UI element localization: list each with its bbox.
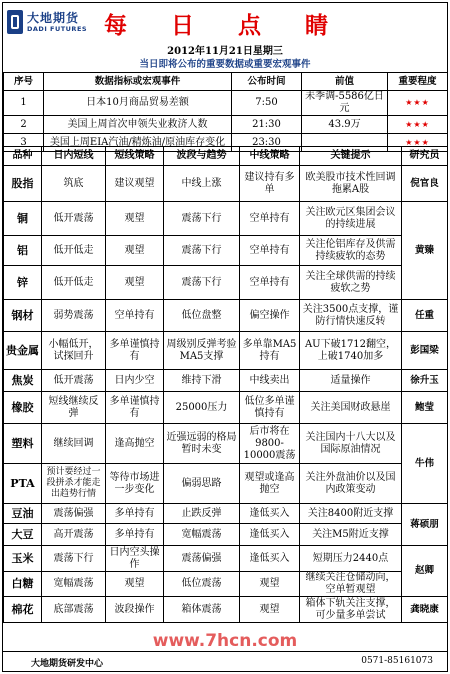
tip-cell: AU下破1712翻空，上破1740加多	[300, 332, 402, 370]
variety-name: 焦炭	[4, 370, 42, 392]
mid-cell: 观望或逢高抛空	[240, 464, 300, 504]
report-date: 2012年11月21日星期三	[167, 46, 283, 57]
swing-cell: 25000压力	[164, 392, 240, 424]
intraday-cell: 低开震荡	[42, 202, 106, 236]
analyst-cell: 鲍莹	[402, 392, 448, 424]
strategy-table	[3, 146, 448, 623]
variety-name: 白糖	[4, 572, 42, 597]
short-cell: 观望	[106, 266, 164, 300]
event-name: 美国上周首次申领失业救济人数	[44, 116, 232, 134]
report-footer	[3, 651, 447, 672]
short-cell: 等待市场进一步变化	[106, 464, 164, 504]
tip-cell: 关注外盘油价以及国内政策变动	[300, 464, 402, 504]
events-col-no: 序号	[4, 73, 44, 91]
mid-cell: 空单持有	[240, 266, 300, 300]
mid-cell: 逢低买入	[240, 504, 300, 524]
event-time: 21:30	[232, 116, 302, 134]
events-col-prev: 前值	[302, 73, 388, 91]
event-prev: 未季调-5586亿日元	[302, 91, 388, 116]
event-no: 2	[4, 116, 44, 134]
tip-cell: 关注3500点支撑，谨防行情快速反转	[300, 300, 402, 332]
analyst-cell: 黄臻	[402, 202, 448, 300]
strategy-header-row	[4, 147, 448, 166]
strategy-row	[4, 202, 448, 236]
mid-cell: 观望	[240, 597, 300, 623]
short-cell: 多单持有	[106, 504, 164, 524]
variety-name: 贵金属	[4, 332, 42, 370]
mid-cell: 中线卖出	[240, 370, 300, 392]
tip-cell: 关注8400附近支撑	[300, 504, 402, 524]
variety-name: 塑料	[4, 424, 42, 464]
tip-cell: 关注国内十八大以及国际原油情况	[300, 424, 402, 464]
report-title: 每 日 点 睛	[103, 13, 347, 39]
strategy-row	[4, 332, 448, 370]
intraday-cell: 底部震荡	[42, 597, 106, 623]
intraday-cell: 宽幅震荡	[42, 572, 106, 597]
events-col-event: 数据指标或宏观事件	[44, 73, 232, 91]
variety-name: 玉米	[4, 546, 42, 572]
strategy-row	[4, 424, 448, 464]
variety-name: 股指	[4, 166, 42, 202]
strategy-row	[4, 266, 448, 300]
mid-cell: 空单持有	[240, 202, 300, 236]
mid-cell: 建议持有多单	[240, 166, 300, 202]
event-no: 3	[4, 134, 44, 152]
event-time: 23:30	[232, 134, 302, 152]
tip-cell: 短期压力2440点	[300, 546, 402, 572]
importance-stars: ★★★	[388, 116, 448, 134]
intraday-cell: 震荡偏强	[42, 504, 106, 524]
intraday-cell: 震荡下行	[42, 546, 106, 572]
short-cell: 多单持有	[106, 524, 164, 546]
event-time: 7:50	[232, 91, 302, 116]
short-cell: 日内空头操作	[106, 546, 164, 572]
importance-stars: ★★★	[388, 91, 448, 116]
swing-cell: 宽幅震荡	[164, 524, 240, 546]
event-name: 日本10月商品贸易差额	[44, 91, 232, 116]
strategy-row	[4, 300, 448, 332]
swing-cell: 震荡下行	[164, 266, 240, 300]
strategy-row	[4, 597, 448, 623]
swing-cell: 震荡下行	[164, 236, 240, 266]
variety-name: 大豆	[4, 524, 42, 546]
col-swing: 波段与趋势	[164, 147, 240, 166]
short-cell: 多单谨慎持有	[106, 332, 164, 370]
footer-phone: 0571-85161073	[361, 656, 433, 666]
analyst-cell: 蒋硕朋	[402, 504, 448, 546]
variety-name: 铝	[4, 236, 42, 266]
variety-name: 铜	[4, 202, 42, 236]
strategy-row	[4, 546, 448, 572]
tip-cell: 关注伦铝库存及供需持续疲软的态势	[300, 236, 402, 266]
tip-cell: 关注美国财政悬崖	[300, 392, 402, 424]
analyst-cell: 赵卿	[402, 546, 448, 597]
variety-name: 豆油	[4, 504, 42, 524]
events-col-importance: 重要程度	[388, 73, 448, 91]
tip-cell: 关注M5附近支撑	[300, 524, 402, 546]
strategy-row	[4, 504, 448, 524]
swing-cell: 震荡偏强	[164, 546, 240, 572]
analyst-cell: 倪官良	[402, 166, 448, 202]
col-intraday: 日内短线	[42, 147, 106, 166]
mid-cell: 偏空操作	[240, 300, 300, 332]
intraday-cell: 低开震荡	[42, 370, 106, 392]
strategy-row	[4, 370, 448, 392]
short-cell: 观望	[106, 202, 164, 236]
swing-cell: 周级别反弹考验MA5支撑	[164, 332, 240, 370]
mid-cell: 逢低买入	[240, 524, 300, 546]
mid-cell: 低位多单谨慎持有	[240, 392, 300, 424]
tip-cell: 适量操作	[300, 370, 402, 392]
tip-cell: 关注欧元区集团会议的持续进展	[300, 202, 402, 236]
report-header	[3, 3, 447, 41]
intraday-cell: 低开低走	[42, 236, 106, 266]
swing-cell: 中线上涨	[164, 166, 240, 202]
intraday-cell: 预计要经过一段拼杀才能走出趋势行情	[42, 464, 106, 504]
short-cell: 观望	[106, 236, 164, 266]
short-cell: 波段操作	[106, 597, 164, 623]
logo-name-cn: 大地期货	[27, 11, 80, 25]
events-header-row	[4, 73, 448, 91]
variety-name: 橡胶	[4, 392, 42, 424]
strategy-row	[4, 236, 448, 266]
swing-cell: 震荡下行	[164, 202, 240, 236]
col-short: 短线策略	[106, 147, 164, 166]
events-col-time: 公布时间	[232, 73, 302, 91]
short-cell: 多单谨慎持有	[106, 392, 164, 424]
col-variety: 品种	[4, 147, 42, 166]
importance-stars: ★★★	[388, 134, 448, 152]
macro-events-table	[3, 72, 448, 152]
analyst-cell: 龚晓康	[402, 597, 448, 623]
short-cell: 空单持有	[106, 300, 164, 332]
strategy-row	[4, 392, 448, 424]
swing-cell: 低位震荡	[164, 572, 240, 597]
short-cell: 观望	[106, 572, 164, 597]
tip-cell: 欧美股市技术性回调拖累A股	[300, 166, 402, 202]
intraday-cell: 筑底	[42, 166, 106, 202]
event-no: 1	[4, 91, 44, 116]
short-cell: 建议观望	[106, 166, 164, 202]
swing-cell: 止跌反弹	[164, 504, 240, 524]
strategy-row	[4, 524, 448, 546]
short-cell: 日内少空	[106, 370, 164, 392]
col-mid: 中线策略	[240, 147, 300, 166]
event-row	[4, 91, 448, 116]
analyst-cell: 徐升玉	[402, 370, 448, 392]
events-subtitle: 当日即将公布的重要数据或重要宏观事件	[139, 59, 311, 70]
swing-cell: 偏弱思路	[164, 464, 240, 504]
intraday-cell: 高开震荡	[42, 524, 106, 546]
swing-cell: 近强远弱的格局暂时未变	[164, 424, 240, 464]
event-prev: 43.9万	[302, 116, 388, 134]
watermark: www.7hcn.com	[152, 631, 298, 651]
strategy-row	[4, 572, 448, 597]
mid-cell: 多单靠MA5持有	[240, 332, 300, 370]
strategy-row	[4, 464, 448, 504]
mid-cell: 空单持有	[240, 236, 300, 266]
variety-name: 棉花	[4, 597, 42, 623]
intraday-cell: 短线继续反弹	[42, 392, 106, 424]
tip-cell: 继续关注仓储动向，空单暂观望	[300, 572, 402, 597]
logo-name-en: DADI FUTURES	[27, 25, 88, 33]
mid-cell: 逢低买入	[240, 546, 300, 572]
tip-cell: 箱体下轨关注支撑，可少量多单尝试	[300, 597, 402, 623]
event-row	[4, 116, 448, 134]
strategy-row	[4, 166, 448, 202]
col-analyst: 研究员	[402, 147, 448, 166]
variety-name: 锌	[4, 266, 42, 300]
intraday-cell: 小幅低开，试探回升	[42, 332, 106, 370]
intraday-cell: 弱势震荡	[42, 300, 106, 332]
short-cell: 逢高抛空	[106, 424, 164, 464]
variety-name: 钢材	[4, 300, 42, 332]
analyst-cell: 任重	[402, 300, 448, 332]
intraday-cell: 低开低走	[42, 266, 106, 300]
daily-report-page	[2, 2, 448, 672]
footer-org: 大地期货研发中心	[31, 659, 104, 669]
event-name: 美国上周EIA汽油/精炼油/原油库存变化	[44, 134, 232, 152]
tip-cell: 关注全球供需的持续疲软之势	[300, 266, 402, 300]
swing-cell: 低位盘整	[164, 300, 240, 332]
mid-cell: 后市将在9800-10000震荡	[240, 424, 300, 464]
analyst-cell: 彭国梁	[402, 332, 448, 370]
swing-cell: 维持下滑	[164, 370, 240, 392]
col-tip: 关键提示	[300, 147, 402, 166]
intraday-cell: 继续回调	[42, 424, 106, 464]
swing-cell: 箱体震荡	[164, 597, 240, 623]
mid-cell: 观望	[240, 572, 300, 597]
variety-name: PTA	[4, 464, 42, 504]
analyst-cell: 牛伟	[402, 424, 448, 504]
